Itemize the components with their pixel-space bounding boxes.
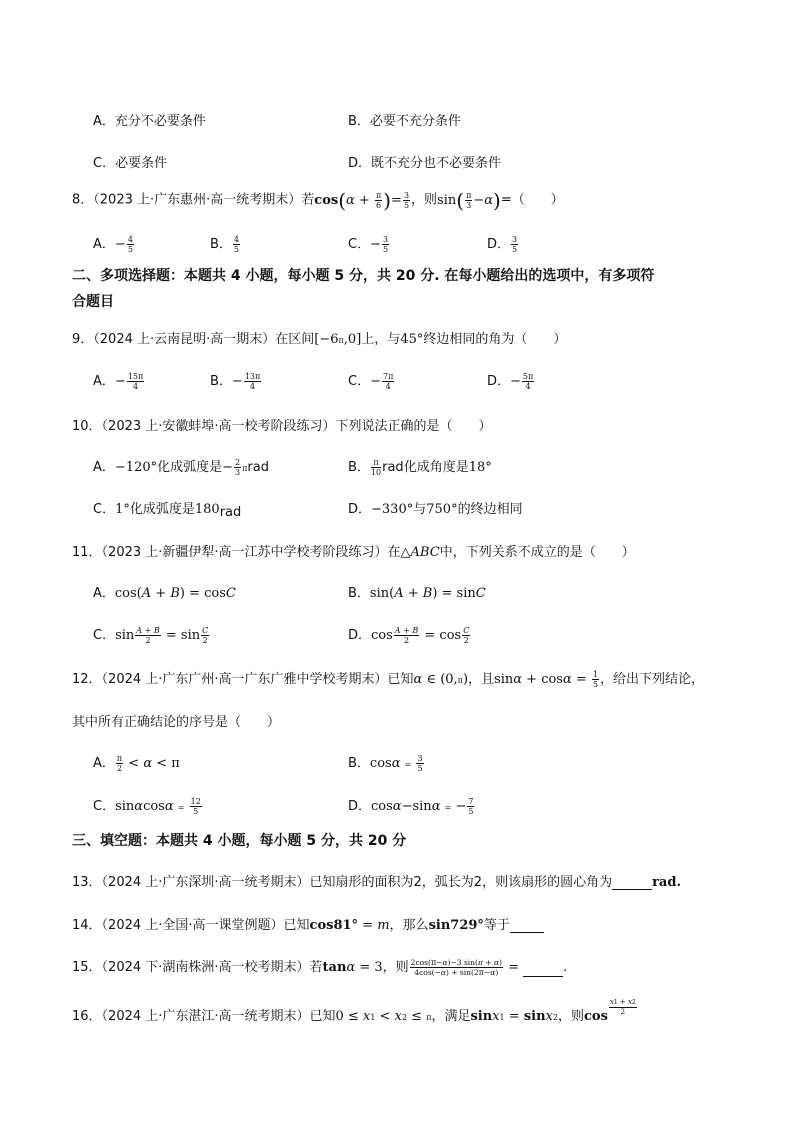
q9-source: （2024 上·云南昆明·高一期末） [93,332,276,347]
q10-option-d: D．−330°与750°的终边相同 [348,502,523,517]
question-16 [72,998,638,1024]
q11-text-end: 中，下列关系不成立的是（ ） [439,545,635,560]
q7-option-d: D．既不充分也不必要条件 [348,156,502,171]
q10-option-a: A．−120°化成弧度是− $\frac{2}{3}$ πrad [93,458,269,477]
q12-text-mid: ，且 [468,672,495,687]
q14-text-end: 等于 [483,918,510,933]
question-9 [72,328,566,347]
q8-sin-expr: sin( $\frac{\pi}{3}$ −α) [437,188,501,212]
q13-unit: rad. [652,875,681,890]
q14-source: （2024 上·全国·高一课堂例题） [101,918,284,933]
q12-source: （2024 上·广东广州·高一广东广雅中学校考期末） [101,672,388,687]
q15-text-mid: ，则 [382,960,409,975]
section-2-heading-line1: 二、多项选择题：本题共 4 小题，每小题 5 分，共 20 分. 在每小题给出的选项中，有多项符 [72,268,655,284]
q15-given: tanα = 3 [322,960,383,975]
q8-option-d: D． $\frac{3}{5}$ [487,235,518,254]
q16-target: cos $\frac{x1 + x2}{2}$ [583,998,636,1024]
q10-number: 10． [72,419,102,434]
q13-number: 13． [72,875,102,890]
q11-option-b: B．sin(A + B) = sinC [348,586,486,601]
q9-option-d: D．− $\frac{5\pi}{4}$ [487,372,534,391]
question-11 [72,541,635,560]
q12-condition: sinα + cosα = $\frac{1}{5}$ [494,670,599,689]
q14-target: sin729° [428,918,484,933]
q9-number: 9． [72,332,94,347]
q11-number: 11． [72,545,102,560]
q10-option-b: B． $\frac{\pi}{10}$ rad化成角度是18° [348,458,492,477]
q9-option-b: B．− $\frac{13\pi}{4}$ [210,372,261,391]
question-10 [72,415,492,434]
q12-option-a: A． $\frac{\pi}{2}$ < α < π [93,754,180,773]
question-8 [72,188,564,212]
q8-text-mid: ，则 [411,192,438,208]
q9-interval: [−6π,0] [314,332,362,347]
q16-range: 0 ≤ x1 < x2 ≤ π [335,1009,432,1024]
q12-option-d: D．cosα−sinα = − $\frac{7}{5}$ [348,797,474,816]
question-15 [72,956,567,977]
q12-option-b: B．cosα = $\frac{3}{5}$ [348,754,423,773]
q8-text-pre: 若 [301,192,315,208]
q15-answer-blank[interactable] [523,961,563,977]
q16-text-mid: ，满足 [431,1009,471,1024]
q12-number: 12． [72,672,102,687]
section-3-heading: 三、填空题：本题共 4 小题，每小题 5 分，共 20 分 [72,833,407,849]
q15-number: 15． [72,960,102,975]
q8-source: （2023 上·广东惠州·高一统考期末） [93,192,302,208]
q14-given: cos81° = m [309,918,390,933]
q10-option-c: C．1°化成弧度是180rad [93,502,242,520]
question-12 [72,668,704,689]
q9-angle: 45° [400,332,424,347]
q10-text: 下列说法正确的是（ ） [335,419,492,434]
q16-condition: sinx1 = sinx2 [470,1009,558,1024]
q11-text-pre: 在 [387,545,401,560]
q12-domain: α ∈ (0,π) [413,672,469,687]
q7-option-a: A．充分不必要条件 [93,114,206,129]
q14-number: 14． [72,918,102,933]
q8-cos-expr: cos(α + $\frac{\pi}{6}$ )= $\frac{3}{5}$ [314,188,410,212]
q11-option-a: A．cos(A + B) = cosC [93,586,236,601]
section-2-heading-line2: 合题目 [72,294,114,310]
q13-text: 已知扇形的面积为2，弧长为2，则该扇形的圆心角为 [309,875,613,890]
q12-text-end: ，给出下列结论， [600,672,705,687]
q9-option-c: C．− $\frac{7\pi}{4}$ [348,372,394,391]
q13-source: （2024 上·广东深圳·高一统考期末） [101,875,310,890]
q15-source: （2024 下·湖南株洲·高一校考期末） [101,960,310,975]
q10-source: （2023 上·安徽蚌埠·高一校考阶段练习） [101,419,336,434]
q16-number: 16． [72,1009,102,1024]
q9-text-end: 终边相同的角为（ ） [423,332,567,347]
q14-answer-blank[interactable] [510,917,544,933]
q8-text-end: =（ ） [500,192,564,208]
q15-expression: $\frac{2\cos(\pi-\alpha)-3 \sin(\pi + \alpha)}{4\cos(-\alpha) + \sin(2\pi-\alpha)}$ = [410,958,524,977]
q9-option-a: A．− $\frac{15\pi}{4}$ [93,372,144,391]
q16-text-pre: 已知 [309,1009,336,1024]
question-13 [72,871,681,890]
q13-answer-blank[interactable] [612,874,652,890]
q9-text-mid: 上，与 [361,332,401,347]
question-14 [72,914,544,933]
q14-text-mid: ，那么 [389,918,429,933]
q7-option-b: B．必要不充分条件 [348,114,461,129]
q9-text-pre: 在区间 [275,332,315,347]
q15-text-end: . [563,960,568,975]
q14-text-pre: 已知 [283,918,310,933]
q8-option-b: B． $\frac{4}{5}$ [210,235,240,254]
q11-source: （2023 上·新疆伊犁·高一江苏中学校考阶段练习） [101,545,388,560]
q11-triangle: △ABC [400,545,440,560]
q8-number: 8． [72,192,94,208]
q16-text-end: ，则 [557,1009,584,1024]
q12-option-c: C．sinαcosα = $\frac{12}{5}$ [93,797,201,816]
q8-option-c: C．− $\frac{3}{5}$ [348,235,389,254]
q16-source: （2024 上·广东湛江·高一统考期末） [101,1009,310,1024]
q15-text-pre: 若 [309,960,323,975]
q8-option-a: A．− $\frac{4}{5}$ [93,235,133,254]
q11-option-d: D．cos $\frac{A + B}{2}$ = cos $\frac{C}{2}$ [348,626,470,645]
q11-option-c: C．sin $\frac{A + B}{2}$ = sin $\frac{C}{2}$ [93,626,209,645]
q12-line2: 其中所有正确结论的序号是（ ） [72,715,281,730]
q12-text-pre: 已知 [387,672,414,687]
q7-option-c: C．必要条件 [93,156,168,171]
